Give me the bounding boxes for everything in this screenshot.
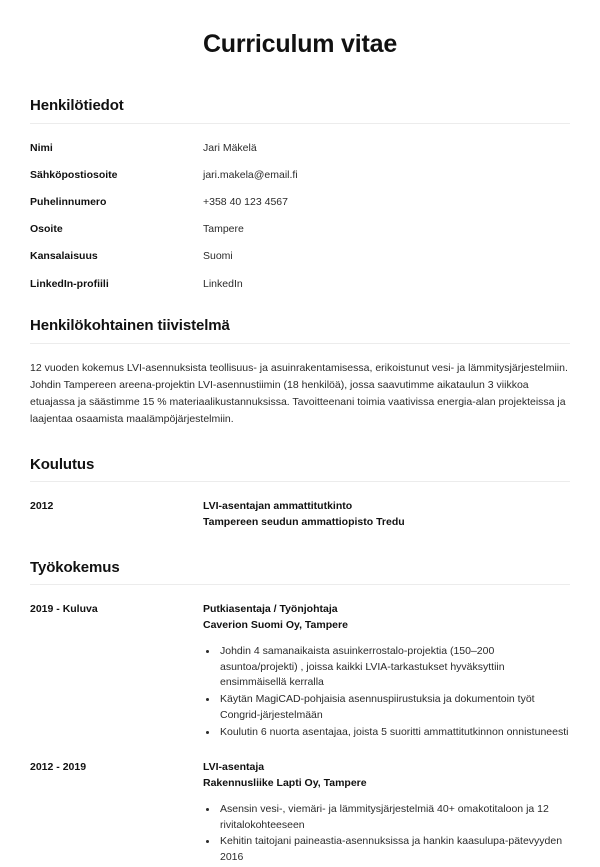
section-heading-education: Koulutus — [30, 455, 95, 473]
detail-label: LinkedIn-profiili — [30, 277, 109, 290]
section-divider — [30, 123, 570, 124]
experience-bullet-list — [203, 644, 570, 741]
experience-bullet: • Johdin 4 samanaikaista asuinkerrostalo-projektia (150–200 asuntoa/projekti) , joissa kaikki LVIA-tarkastukset hyväksyttiin ensimmäisellä kerralla — [218, 644, 570, 691]
personal-details-list — [30, 141, 570, 291]
detail-value: +358 40 123 4567 — [203, 196, 288, 209]
section-divider — [30, 481, 570, 482]
education-list — [30, 499, 570, 529]
detail-row — [30, 277, 570, 291]
detail-value: jari.makela@email.fi — [203, 168, 298, 181]
section-heading-summary: Henkilökohtainen tiivistelmä — [30, 316, 230, 334]
section-heading-personal-details: Henkilötiedot — [30, 97, 124, 114]
experience-list — [30, 602, 570, 866]
detail-value: Jari Mäkelä — [203, 141, 257, 154]
experience-entry-date: 2012 - 2019 — [30, 761, 87, 774]
page-title: Curriculum vitae — [202, 30, 398, 58]
experience-bullet: • Koulutin 6 nuorta asentajaa, joista 5 suoritti ammattitutkinnon onnistuneesti — [218, 725, 570, 741]
education-entry-body — [203, 499, 570, 529]
section-education — [30, 456, 570, 530]
experience-bullet: • Kehitin taitojani paineastia-asennuksissa ja hankin kaasulupa-pätevyyden 2016 — [218, 834, 570, 866]
detail-row — [30, 168, 570, 182]
detail-row — [30, 195, 570, 209]
section-heading-experience: Työkokemus — [30, 558, 120, 576]
detail-row — [30, 249, 570, 263]
detail-row — [30, 141, 570, 155]
detail-label: Kansalaisuus — [30, 250, 98, 263]
detail-value: Suomi — [203, 250, 233, 263]
experience-entry-date: 2019 - Kuluva — [30, 603, 98, 616]
experience-bullet-list — [203, 802, 570, 866]
section-divider — [30, 343, 570, 344]
detail-label: Nimi — [30, 141, 53, 154]
education-entry-institution: Tampereen seudun ammattiopisto Tredu — [203, 515, 405, 528]
experience-entry-employer: Caverion Suomi Oy, Tampere — [203, 618, 348, 631]
detail-label: Osoite — [30, 223, 63, 236]
detail-label: Sähköpostiosoite — [30, 168, 118, 181]
section-divider — [30, 584, 570, 585]
detail-label: Puhelinnumero — [30, 196, 107, 209]
experience-entry-title: LVI-asentaja — [203, 761, 265, 774]
experience-entry-employer: Rakennusliike Lapti Oy, Tampere — [203, 776, 367, 789]
experience-entry — [30, 760, 570, 866]
section-summary — [30, 317, 570, 428]
education-entry-date: 2012 — [30, 500, 54, 513]
detail-row — [30, 222, 570, 236]
education-entry-title: LVI-asentajan ammattitutkinto — [203, 500, 353, 513]
summary-paragraph: 12 vuoden kokemus LVI-asennuksista teollisuus- ja asuinrakentamisessa, erikoistunut vesi- ja lämmitysjärjestelmiin. Johdin Tampereen areena-projektin LVI-asennustiimin (18 henkilöä), jossa saavutimme aikataulun 3 viikkoa etuajassa ja säästimme 15 % materiaalikustannuksissa. Tavoitteenani toimia vaativissa energia-alan projekteissa ja laajentaa osaamista maalämpöjärjestelmiin. — [30, 361, 568, 425]
experience-entry-body — [203, 602, 570, 741]
education-entry — [30, 499, 570, 529]
detail-value-linkedin: LinkedIn — [203, 277, 243, 290]
section-experience — [30, 559, 570, 867]
experience-entry-title: Putkiasentaja / Työnjohtaja — [203, 603, 338, 616]
experience-bullet: • Käytän MagiCAD-pohjaisia asennuspiirustuksia ja dokumentoin työt Congrid-järjestelmään — [218, 692, 570, 724]
experience-entry-body — [203, 760, 570, 866]
detail-value: Tampere — [203, 223, 244, 236]
section-personal-details — [30, 97, 570, 291]
experience-entry — [30, 602, 570, 741]
experience-bullet: • Asensin vesi-, viemäri- ja lämmitysjärjestelmiä 40+ omakotitaloon ja 12 rivitalokohteeseen — [218, 802, 570, 834]
